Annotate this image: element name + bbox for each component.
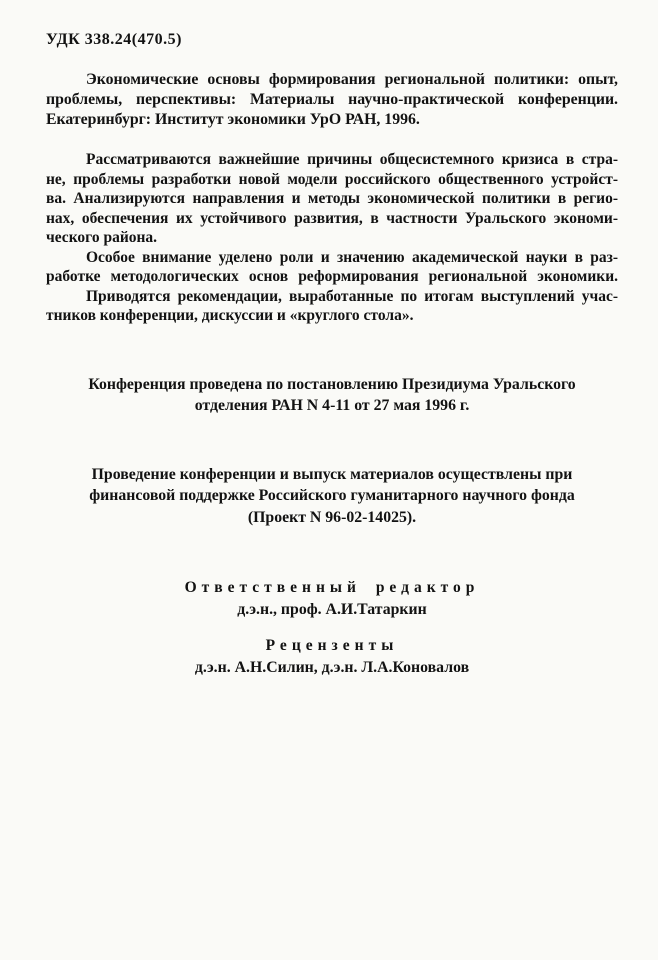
abstract-paragraph-3 <box>46 287 618 326</box>
reviewers-credit <box>46 635 618 679</box>
udc-number: УДК 338.24(470.5) <box>46 31 182 48</box>
editor-heading: Ответственный редактор <box>184 579 480 596</box>
abstract-line: ческого района. <box>46 229 158 246</box>
editor-name: д.э.н., проф. А.И.Татаркин <box>237 601 427 618</box>
bibliographic-line: Экономические основы формирования региональной политики: опыт, <box>86 71 618 88</box>
reviewers-names: д.э.н. А.Н.Силин, д.э.н. Л.А.Коновалов <box>194 659 470 676</box>
abstract-paragraph-2 <box>46 248 618 287</box>
editor-credit <box>46 577 618 621</box>
bibliographic-entry <box>46 70 618 130</box>
conference-resolution-note <box>46 374 618 417</box>
reviewers-heading: Рецензенты <box>265 637 399 654</box>
bibliographic-line: Екатеринбург: Институт экономики УрО РАН, 1996. <box>46 111 420 128</box>
abstract-line: не, проблемы разработки новой модели российского общественного устройст- <box>46 170 618 188</box>
funding-line: Проведение конференции и выпуск материалов осуществлены при <box>91 465 573 483</box>
funding-note <box>46 464 618 529</box>
resolution-line: отделения РАН N 4-11 от 27 мая 1996 г. <box>194 397 470 414</box>
abstract-line: ва. Анализируются направления и методы экономической политики в регио- <box>46 190 618 207</box>
abstract-paragraph-1 <box>46 150 618 248</box>
abstract-line: работке методологических основ реформирования региональной экономики. <box>46 268 618 285</box>
abstract <box>46 150 618 326</box>
abstract-line: Особое внимание уделено роли и значению академической науки в раз- <box>86 248 618 266</box>
abstract-line: Рассматриваются важнейшие причины общесистемного кризиса в стра- <box>86 151 618 168</box>
funding-line: финансовой поддержке Российского гуманитарного научного фонда <box>89 487 575 504</box>
resolution-line: Конференция проведена по постановлению Президиума Уральского <box>88 375 576 393</box>
abstract-line: тников конференции, дискуссии и «круглого стола». <box>46 307 414 324</box>
funding-line: (Проект N 96-02-14025). <box>247 508 417 526</box>
page-content <box>46 30 618 679</box>
abstract-line: нах, обеспечения их устойчивого развития, в частности Уральского экономи- <box>46 209 618 227</box>
abstract-line: Приводятся рекомендации, выработанные по итогам выступлений учас- <box>86 287 618 305</box>
bibliographic-line: проблемы, перспективы: Материалы научно-практической конференции. <box>46 91 618 108</box>
